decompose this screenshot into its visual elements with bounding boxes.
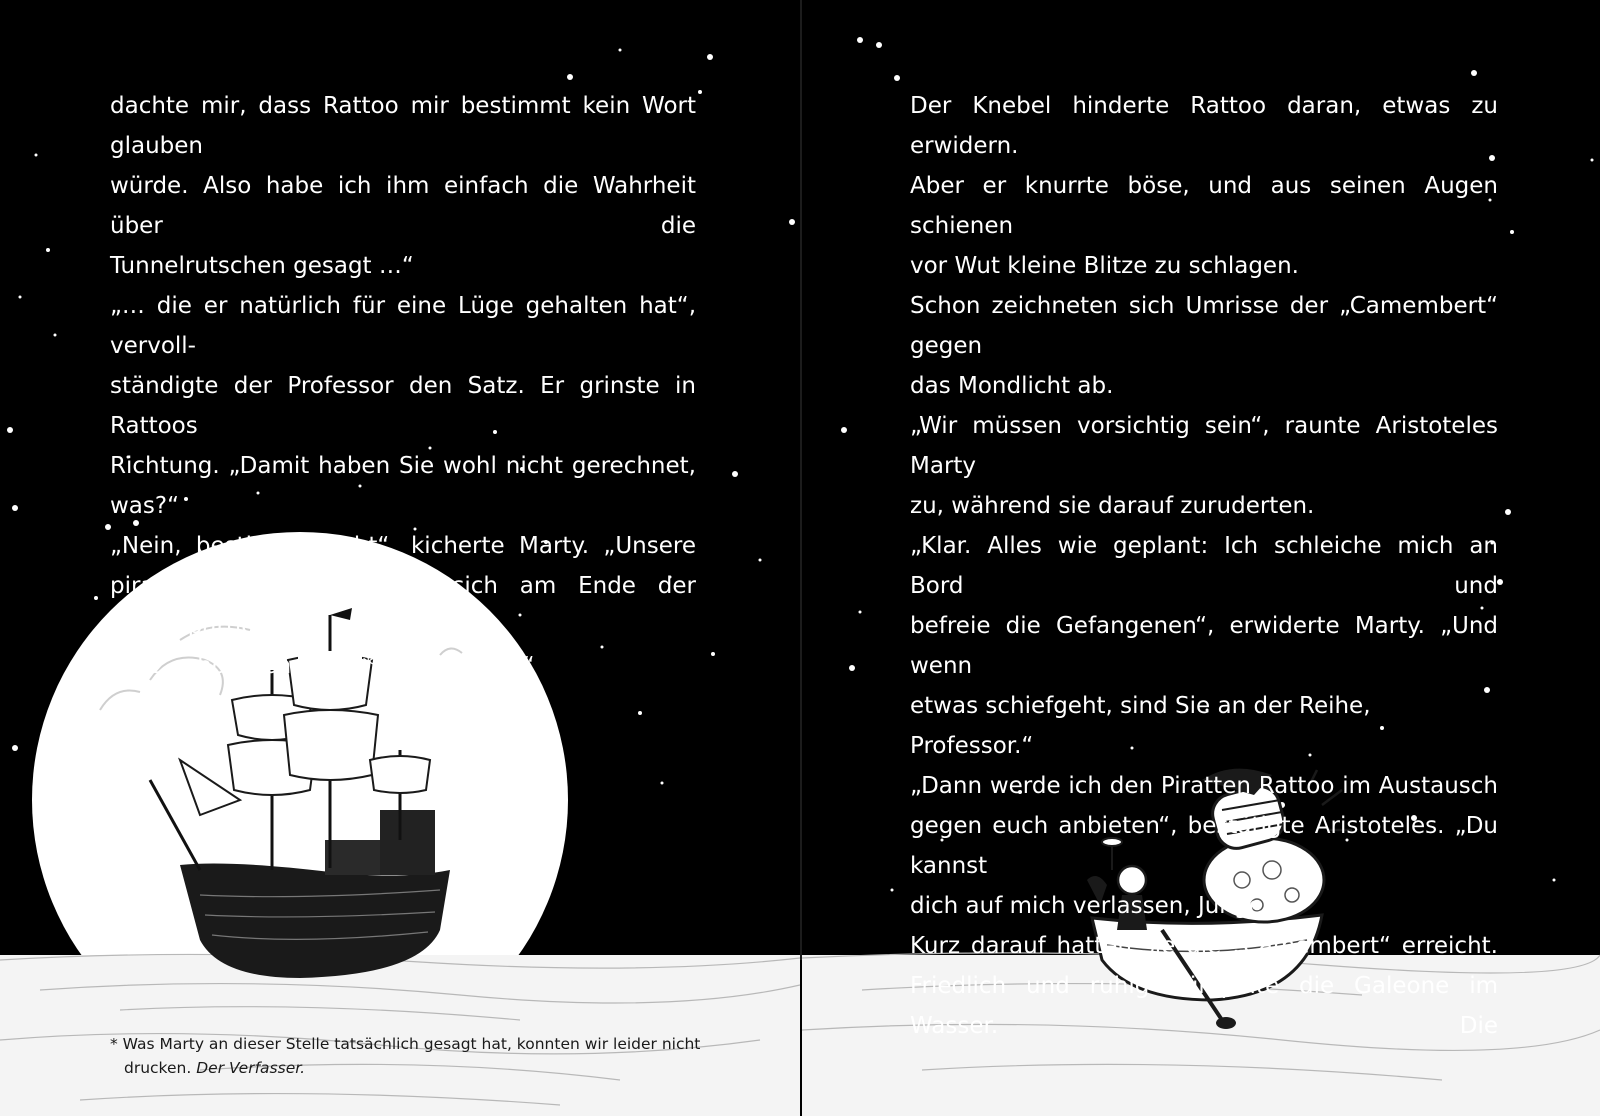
text-fragment: * aufgerissen.“ — [362, 653, 535, 679]
text-line: gegen euch anbieten“, bestätigte Aristoteles. „Du kannst — [910, 813, 1498, 879]
censored-word-box — [298, 651, 362, 678]
text-line: vor Wut kleine Blitze zu schlagen. — [910, 253, 1299, 279]
text-line: zu, während sie darauf zuruderten. — [910, 493, 1315, 519]
text-line: Tunnelrutschen gesagt …“ — [110, 253, 414, 279]
text-line: befreie die Gefangenen“, erwiderte Marty. „Und wenn — [910, 613, 1498, 679]
text-line: dich auf mich verlassen, Junge.“ — [910, 893, 1282, 919]
footnote — [110, 1032, 710, 1080]
text-line: etwas schiefgeht, sind Sie an der Reihe, Professor.“ — [910, 693, 1371, 759]
footnote-author: Der Verfasser. — [196, 1059, 306, 1077]
text-line: Schon zeichneten sich Umrisse der „Camembert“ gegen — [910, 293, 1498, 359]
text-line: dachte mir, dass Rattoo mir bestimmt kein Wort glauben — [110, 93, 696, 159]
footnote-line: * Was Marty an dieser Stelle tatsächlich gesagt hat, konnten wir leider nicht — [110, 1035, 701, 1053]
text-line: würde. Also habe ich ihm einfach die Wahrheit über die — [110, 173, 696, 239]
text-fragment: ganz schön den — [110, 653, 292, 679]
text-line: „… die er natürlich für eine Lüge gehalten hat“, vervoll- — [110, 293, 696, 359]
text-line: Kurz darauf hatten sie die „Camembert“ erreicht. — [910, 933, 1498, 959]
text-line-censored — [110, 646, 696, 686]
text-line: Der Knebel hinderte Rattoo daran, etwas zu erwidern. — [910, 93, 1498, 159]
right-page — [802, 0, 1600, 1116]
text-line: das Mondlicht ab. — [910, 373, 1114, 399]
text-line: „Nein, bestimmt nicht“, kicherte Marty. „Unsere — [110, 533, 696, 559]
text-line: Richtung. „Damit haben Sie wohl nicht gerechnet, was?“ — [110, 453, 696, 519]
left-page-text — [110, 86, 696, 686]
text-line: „Dann werde ich den Piratten Rattoo im Austausch — [910, 773, 1498, 799]
right-page-text — [910, 86, 1498, 1046]
text-line: Aber er knurrte böse, und aus seinen Augen schienen — [910, 173, 1498, 239]
text-line: ständigte der Professor den Satz. Er grinste in Rattoos — [110, 373, 696, 439]
text-line: pirattigen Freunde haben sich am Ende der Rutschpartie — [110, 573, 696, 639]
footnote-line — [110, 1056, 710, 1080]
text-line: „Klar. Alles wie geplant: Ich schleiche mich an Bord und — [910, 533, 1498, 599]
text-line: „Wir müssen vorsichtig sein“, raunte Aristoteles Marty — [910, 413, 1498, 479]
footnote-text: drucken. — [124, 1059, 192, 1077]
text-line: Friedlich und ruhig dümpelte die Galeone im Wasser. Die — [910, 973, 1498, 1039]
